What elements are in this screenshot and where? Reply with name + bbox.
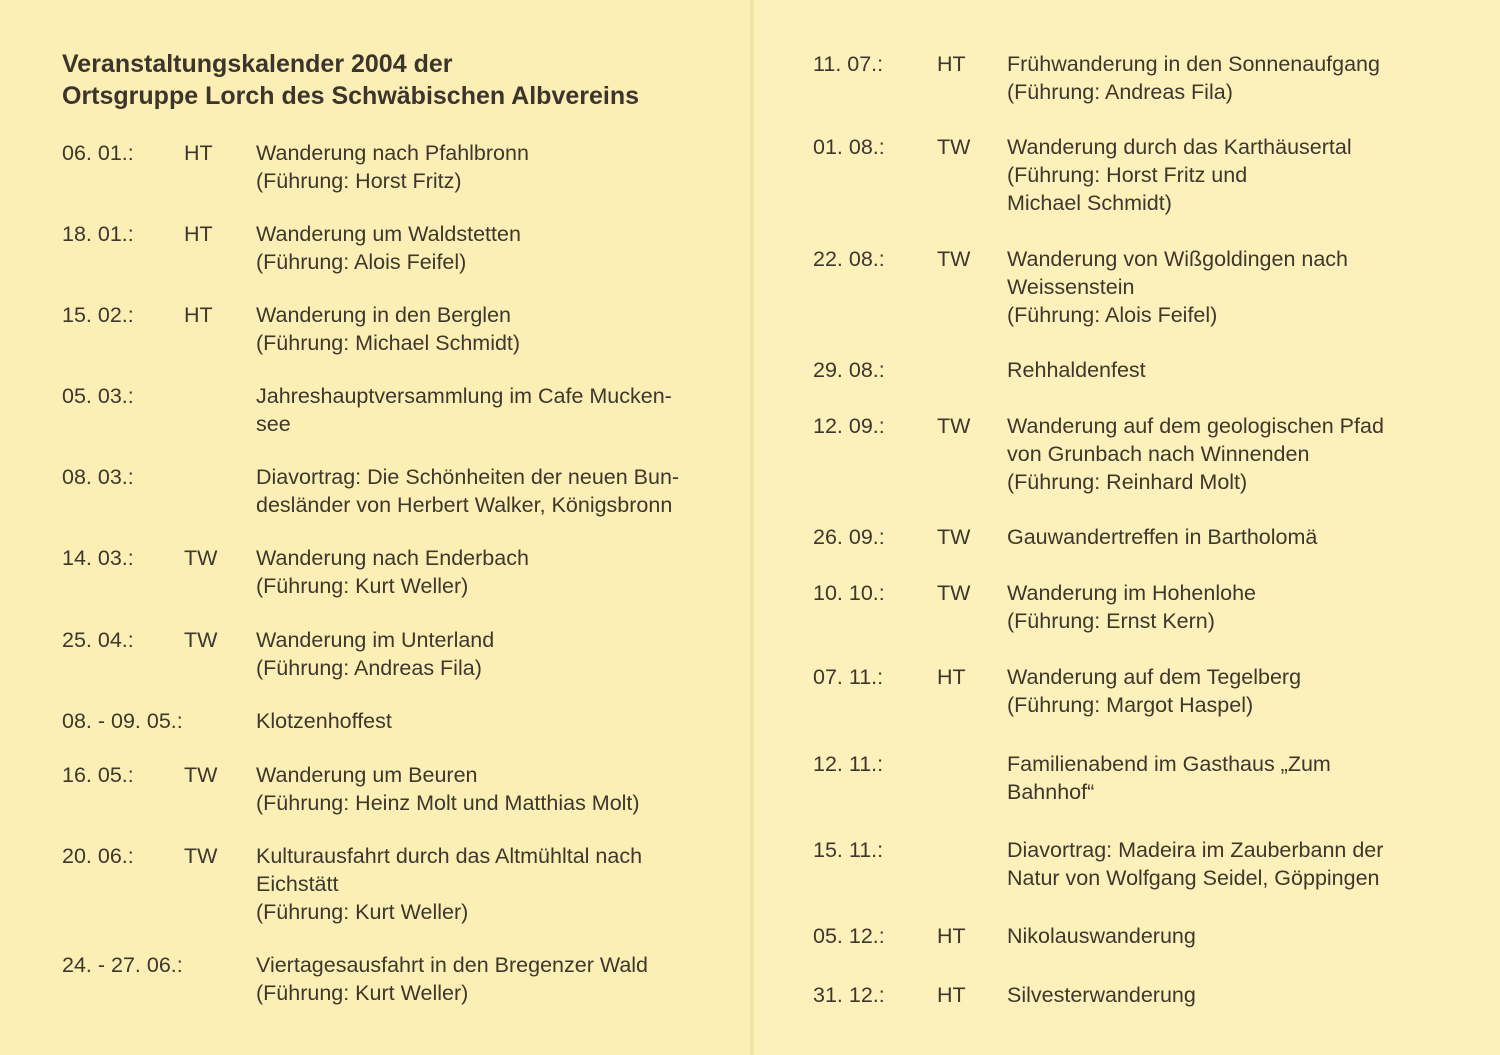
event-description-line: Bahnhof“	[1007, 780, 1095, 804]
event-description-line: (Führung: Kurt Weller)	[256, 900, 469, 924]
event-description	[256, 382, 726, 438]
event-date: 26. 09.:	[813, 525, 885, 549]
event-type: HT	[937, 665, 966, 689]
event-description	[1007, 922, 1427, 950]
event-type: HT	[184, 141, 213, 165]
event-description-line: (Führung: Michael Schmidt)	[256, 331, 521, 355]
event-description-line: (Führung: Reinhard Molt)	[1007, 470, 1248, 494]
event-description-line: Eichstätt	[256, 872, 339, 896]
event-type: HT	[937, 983, 966, 1007]
event-date: 24. - 27. 06.:	[62, 953, 183, 977]
page-fold	[750, 0, 754, 1055]
event-description-line: Wanderung durch das Karthäusertal	[1007, 135, 1352, 159]
event-description	[1007, 523, 1427, 551]
event-description-line: Familienabend im Gasthaus „Zum	[1007, 752, 1331, 776]
event-date: 07. 11.:	[813, 665, 884, 689]
event-type: TW	[937, 135, 971, 159]
event-description-line: Wanderung von Wißgoldingen nach	[1007, 247, 1349, 271]
event-description-line: (Führung: Alois Feifel)	[256, 250, 467, 274]
event-date: 29. 08.:	[813, 358, 885, 382]
event-date: 06. 01.:	[62, 141, 134, 165]
event-description-line: Weissenstein	[1007, 275, 1135, 299]
event-description-line: (Führung: Margot Haspel)	[1007, 693, 1254, 717]
event-description-line: Rehhaldenfest	[1007, 358, 1146, 382]
title-line-1: Veranstaltungskalender 2004 der	[62, 50, 453, 78]
event-description-line: (Führung: Horst Fritz und	[1007, 163, 1248, 187]
event-description-line: Wanderung auf dem Tegelberg	[1007, 665, 1302, 689]
event-description	[1007, 663, 1427, 719]
event-description-line: Silvesterwanderung	[1007, 983, 1196, 1007]
event-date: 08. - 09. 05.:	[62, 709, 183, 733]
event-description-line: Nikolauswanderung	[1007, 924, 1196, 948]
event-description-line: von Grunbach nach Winnenden	[1007, 442, 1310, 466]
event-type: HT	[937, 924, 966, 948]
event-type: TW	[184, 763, 218, 787]
event-description	[256, 761, 726, 817]
event-description-line: Wanderung im Unterland	[256, 628, 495, 652]
event-description-line: Diavortrag: Madeira im Zauberbann der	[1007, 838, 1384, 862]
event-description	[256, 707, 726, 735]
event-description-line: Wanderung im Hohenlohe	[1007, 581, 1256, 605]
event-description-line: Jahreshauptversammlung im Cafe Mucken-	[256, 384, 672, 408]
event-description	[1007, 245, 1427, 329]
event-description	[1007, 356, 1427, 384]
event-description-line: see	[256, 412, 291, 436]
event-type: HT	[184, 303, 213, 327]
event-description-line: Wanderung um Beuren	[256, 763, 478, 787]
event-date: 18. 01.:	[62, 222, 134, 246]
event-description	[256, 463, 726, 519]
event-date: 05. 03.:	[62, 384, 134, 408]
event-description-line: (Führung: Kurt Weller)	[256, 574, 469, 598]
event-type: HT	[937, 52, 966, 76]
event-date: 12. 11.:	[813, 752, 884, 776]
event-description	[1007, 133, 1427, 217]
event-description-line: Michael Schmidt)	[1007, 191, 1172, 215]
event-description	[1007, 836, 1427, 892]
event-description-line: Gauwandertreffen in Bartholomä	[1007, 525, 1318, 549]
event-type: TW	[184, 844, 218, 868]
event-date: 10. 10.:	[813, 581, 885, 605]
event-description	[256, 301, 726, 357]
event-description-line: (Führung: Horst Fritz)	[256, 169, 462, 193]
event-date: 16. 05.:	[62, 763, 134, 787]
event-date: 14. 03.:	[62, 546, 134, 570]
event-date: 05. 12.:	[813, 924, 885, 948]
event-description	[256, 139, 726, 195]
event-date: 25. 04.:	[62, 628, 134, 652]
event-description	[256, 842, 726, 926]
event-description	[256, 951, 726, 1007]
event-description-line: (Führung: Andreas Fila)	[256, 656, 482, 680]
event-date: 20. 06.:	[62, 844, 134, 868]
event-date: 11. 07.:	[813, 52, 884, 76]
event-description-line: Natur von Wolfgang Seidel, Göppingen	[1007, 866, 1380, 890]
event-type: TW	[937, 581, 971, 605]
event-description-line: (Führung: Alois Feifel)	[1007, 303, 1218, 327]
title-line-2: Ortsgruppe Lorch des Schwäbischen Albvereins	[62, 82, 640, 110]
event-description-line: Frühwanderung in den Sonnenaufgang	[1007, 52, 1380, 76]
event-description-line: Wanderung um Waldstetten	[256, 222, 521, 246]
event-description-line: Klotzenhoffest	[256, 709, 392, 733]
event-description-line: (Führung: Ernst Kern)	[1007, 609, 1215, 633]
event-type: TW	[937, 525, 971, 549]
event-type: HT	[184, 222, 213, 246]
event-description-line: Diavortrag: Die Schönheiten der neuen Bun-	[256, 465, 680, 489]
event-description-line: (Führung: Kurt Weller)	[256, 981, 469, 1005]
event-description	[1007, 579, 1427, 635]
event-date: 08. 03.:	[62, 465, 134, 489]
event-description	[1007, 50, 1427, 106]
event-date: 01. 08.:	[813, 135, 885, 159]
event-description	[1007, 750, 1427, 806]
event-type: TW	[937, 414, 971, 438]
event-type: TW	[184, 546, 218, 570]
event-description-line: Wanderung nach Enderbach	[256, 546, 529, 570]
event-type: TW	[184, 628, 218, 652]
event-description-line: desländer von Herbert Walker, Königsbronn	[256, 493, 673, 517]
event-description-line: (Führung: Heinz Molt und Matthias Molt)	[256, 791, 640, 815]
event-description	[1007, 981, 1427, 1009]
event-description	[256, 220, 726, 276]
calendar-title	[62, 48, 639, 112]
event-description	[256, 544, 726, 600]
event-description-line: Wanderung in den Berglen	[256, 303, 511, 327]
event-description-line: Wanderung nach Pfahlbronn	[256, 141, 529, 165]
event-description-line: Wanderung auf dem geologischen Pfad	[1007, 414, 1384, 438]
event-date: 12. 09.:	[813, 414, 885, 438]
event-type: TW	[937, 247, 971, 271]
event-date: 15. 11.:	[813, 838, 884, 862]
event-description	[256, 626, 726, 682]
event-description-line: Viertagesausfahrt in den Bregenzer Wald	[256, 953, 649, 977]
event-description-line: Kulturausfahrt durch das Altmühltal nach	[256, 844, 643, 868]
event-date: 22. 08.:	[813, 247, 885, 271]
event-description	[1007, 412, 1427, 496]
event-description-line: (Führung: Andreas Fila)	[1007, 80, 1233, 104]
event-date: 15. 02.:	[62, 303, 134, 327]
event-date: 31. 12.:	[813, 983, 885, 1007]
